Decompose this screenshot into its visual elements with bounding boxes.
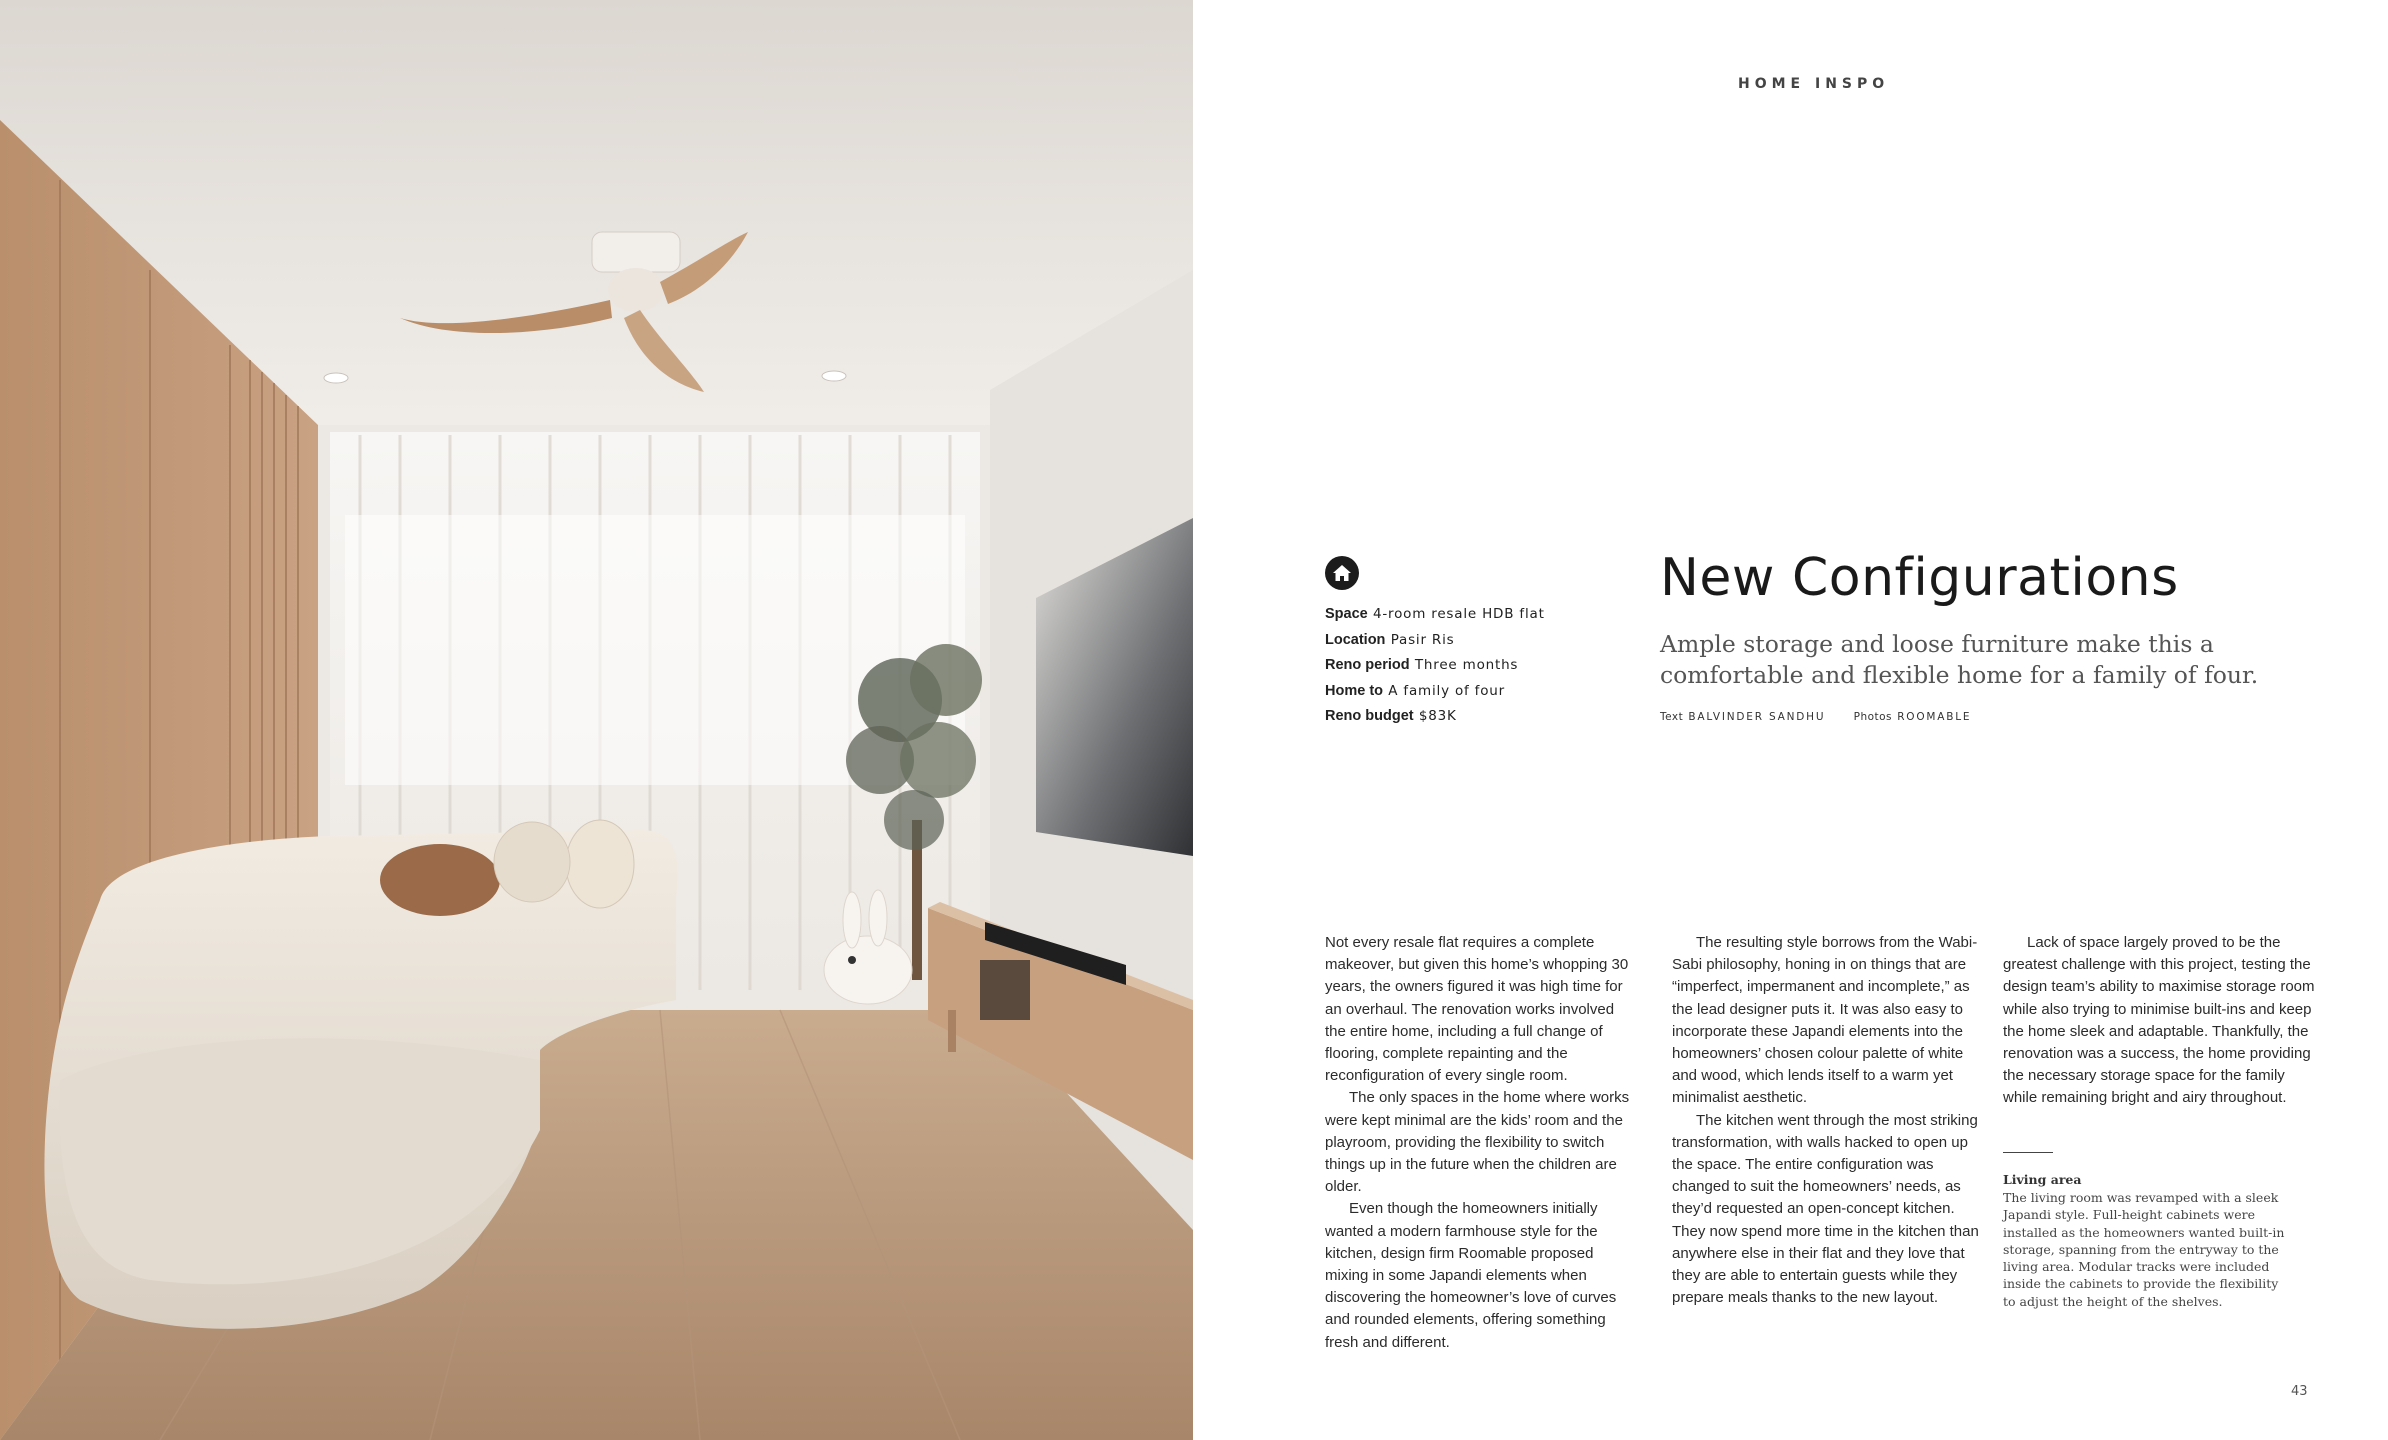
body-paragraph: Even though the homeowners initially wanted a modern farmhouse style for the kitchen, design firm Roomable proposed mixing in some Japandi elements when discovering the homeowner’s love of curves and rounded elements, offering something fresh and different. xyxy=(1325,1200,1617,1351)
spec-label: Reno budget xyxy=(1325,708,1414,724)
spec-value: A family of four xyxy=(1388,682,1505,699)
body-paragraph: The kitchen went through the most striking transformation, with walls hacked to open up the space. The entire configuration was changed to suit the homeowners’ needs, as they’d requested an open-concept kitchen. They now spend more time in the kitchen than anywhere else in their flat and they love that they are able to entertain guests while they prepare meals thanks to the new layout. xyxy=(1672,1111,1979,1307)
spec-reno-budget xyxy=(1325,704,1625,730)
caption-text: The living room was revamped with a sleek Japandi style. Full-height cabinets were installed as the homeowners wanted built-in storage, spanning from the entryway to the living area. Modular tracks were included inside the cabinets to provide the flexibility to adjust the height of the shelves. xyxy=(2003,1190,2285,1309)
body-column-2 xyxy=(1672,932,1984,1309)
body-column-1 xyxy=(1325,932,1637,1354)
spec-reno-period xyxy=(1325,653,1625,679)
living-room-photo xyxy=(0,0,1193,1440)
spec-location xyxy=(1325,628,1625,654)
deck-line: Ample storage and loose furniture make this a xyxy=(1660,630,2214,658)
text-credit-label: Text xyxy=(1660,711,1684,723)
spec-label: Location xyxy=(1325,631,1386,648)
body-paragraph: Not every resale flat requires a complete makeover, but given this home’s whopping 30 years, the owners figured it was high time for an overhaul. The renovation works involved the entire home, including a full change of flooring, complete repainting and the reconfiguration of every single room. xyxy=(1325,934,1629,1085)
section-label: HOME INSPO xyxy=(1738,76,1890,92)
body-column-3 xyxy=(2003,932,2315,1110)
spec-value: Three months xyxy=(1414,657,1519,673)
spec-label: Home to xyxy=(1325,682,1383,699)
caption-divider xyxy=(2003,1152,2053,1153)
body-paragraph: The resulting style borrows from the Wabi-Sabi philosophy, honing in on things that are “imperfect, impermanent and incomplete,” as the lead designer puts it. It was also easy to incorporate these Japandi elements into the homeowners’ chosen colour palette of white and wood, which lends itself to a warm yet minimalist aesthetic. xyxy=(1672,934,1978,1107)
article-deck xyxy=(1660,629,2260,691)
living-room-illustration xyxy=(0,0,1193,1440)
spec-space xyxy=(1325,602,1625,628)
photos-credit-label: Photos xyxy=(1853,711,1893,723)
article-credits xyxy=(1660,711,1971,723)
article-title: New Configurations xyxy=(1660,548,2179,608)
body-paragraph: Lack of space largely proved to be the greatest challenge with this project, testing the design team’s ability to maximise storage room while also trying to minimise built-ins and keep the home sleek and adaptable. Thankfully, the renovation was a success, the home providing the necessary storage space for the family while remaining bright and airy throughout. xyxy=(2003,934,2315,1107)
project-specs xyxy=(1325,602,1625,730)
spec-home-to xyxy=(1325,679,1625,705)
spec-value: $83K xyxy=(1418,708,1457,724)
deck-line: comfortable and flexible home for a family of four. xyxy=(1660,661,2259,689)
spec-value: 4-room resale HDB flat xyxy=(1373,606,1545,622)
text-credit-name: BALVINDER SANDHU xyxy=(1688,711,1826,723)
spec-label: Space xyxy=(1325,606,1368,622)
body-paragraph: The only spaces in the home where works were kept minimal are the kids’ room and the playroom, providing the flexibility to switch things up in the future when the children are older. xyxy=(1325,1089,1630,1196)
spec-value: Pasir Ris xyxy=(1390,631,1455,648)
photos-credit-name: ROOMABLE xyxy=(1897,711,1972,723)
page-number: 43 xyxy=(2291,1384,2308,1399)
spec-label: Reno period xyxy=(1325,657,1410,673)
caption-title: Living area xyxy=(2003,1172,2082,1187)
home-icon xyxy=(1325,556,1359,590)
